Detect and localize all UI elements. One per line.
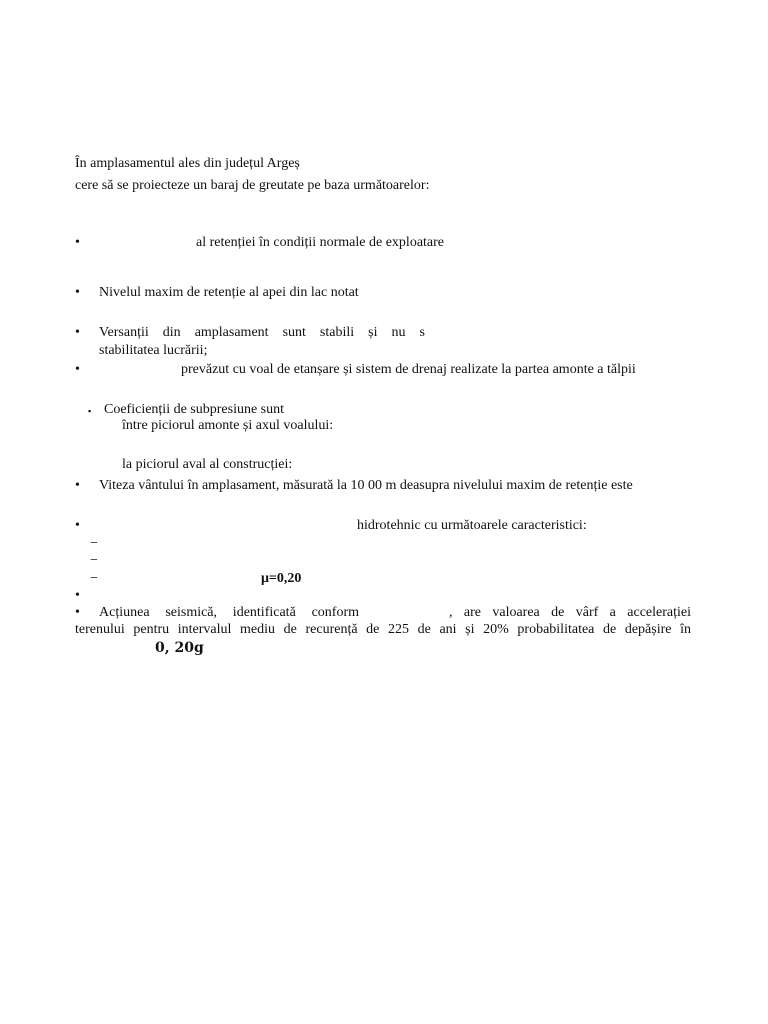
subpressure-line-1: între piciorul amonte și axul voalului:: [122, 418, 334, 433]
bullet-icon: •: [75, 588, 80, 603]
dash-icon: −: [90, 571, 98, 586]
bullet-icon: •: [75, 235, 80, 250]
subpressure-line-2: la piciorul aval al construcției:: [122, 457, 293, 472]
bullet-2-text: Nivelul maxim de retenție al apei din lac notat: [99, 285, 359, 300]
peak-ground-acceleration: 0, 20g: [155, 640, 204, 656]
bullet-icon: •: [75, 605, 80, 620]
bullet-8-line-1b: , are valoarea de vârf a accelerației: [449, 605, 691, 620]
bullet-icon: •: [75, 478, 80, 493]
bullet-8-line-1a: Acțiunea seismică, identificată conform: [99, 605, 359, 620]
bullet-3-line-2: stabilitatea lucrării;: [99, 343, 208, 358]
bullet-5-text: Viteza vântului în amplasament, măsurată la 10 00 m deasupra nivelului maxim de retenție este: [99, 478, 633, 493]
bullet-3-line-1: Versanții din amplasament sunt stabili și nu s: [99, 325, 425, 340]
bullet-icon: •: [75, 518, 80, 533]
square-bullet-icon: ▪: [88, 406, 92, 416]
bullet-6-text: hidrotehnic cu următoarele caracteristici:: [357, 518, 587, 533]
intro-line-2: cere să se proiecteze un baraj de greutate pe baza următoarelor:: [75, 178, 430, 193]
intro-line-1: În amplasamentul ales din județul Argeș: [75, 156, 300, 171]
bullet-1-text: al retenției în condiții normale de exploatare: [196, 235, 445, 250]
bullet-icon: •: [75, 325, 80, 340]
dash-icon: −: [90, 536, 98, 551]
subpressure-title: Coeficienții de subpresiune sunt: [104, 402, 285, 417]
bullet-8-line-2: terenului pentru intervalul mediu de recurență de 225 de ani și 20% probabilitatea de depășire în: [75, 622, 691, 637]
bullet-4-text: prevăzut cu voal de etanșare și sistem de drenaj realizate la partea amonte a tălpii: [181, 362, 636, 377]
bullet-icon: •: [75, 285, 80, 300]
friction-coefficient: μ=0,20: [261, 571, 302, 586]
dash-icon: −: [90, 553, 98, 568]
bullet-icon: •: [75, 362, 80, 377]
